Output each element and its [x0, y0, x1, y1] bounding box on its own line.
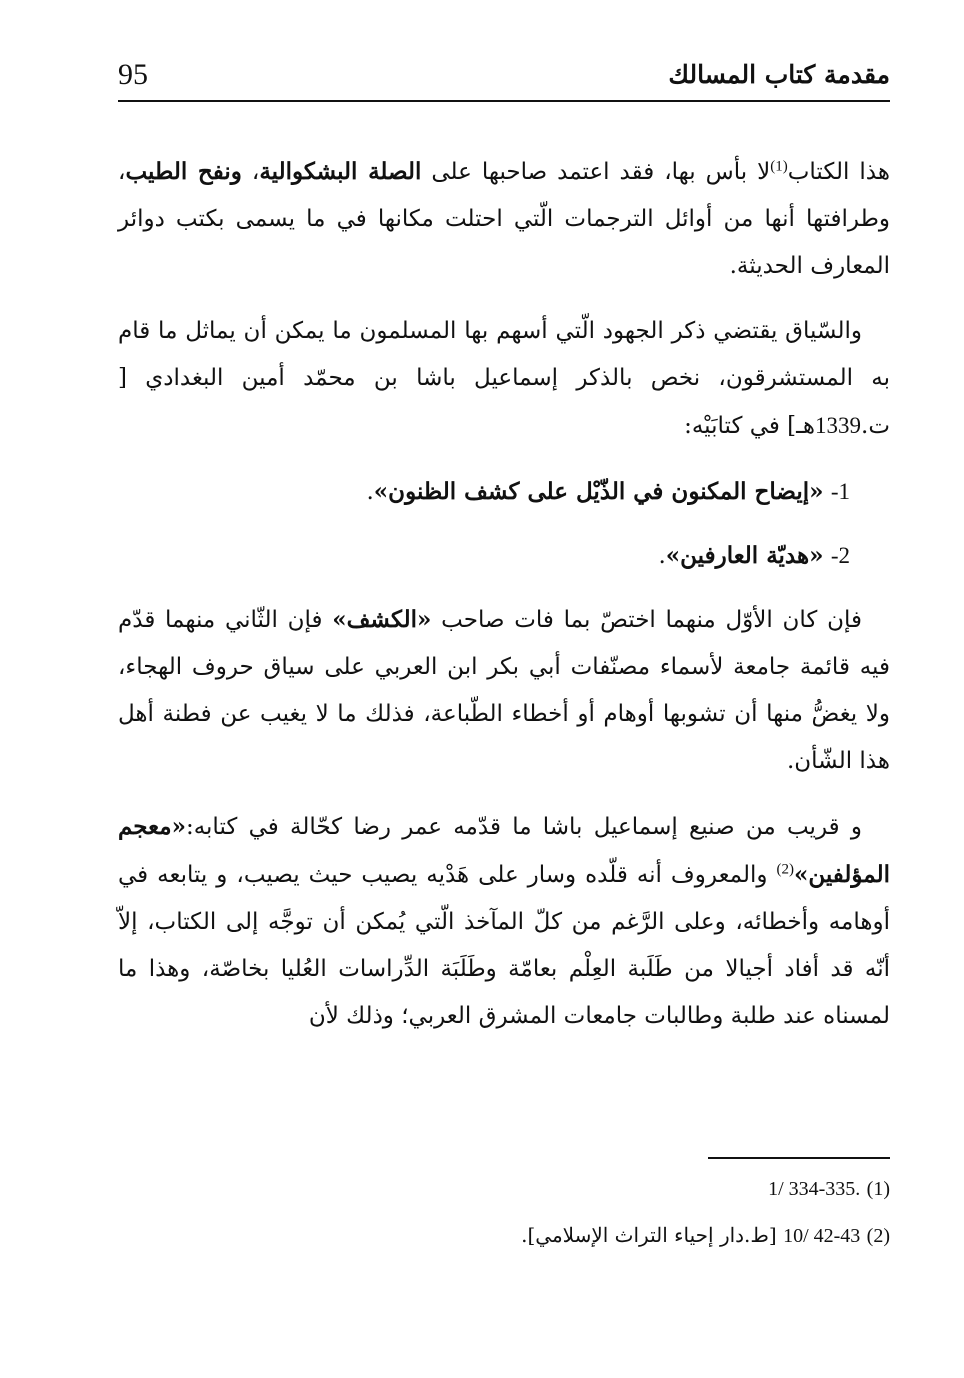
footnote-2: (2) 10/ 42-43 [ط.دار إحياء التراث الإسلامي].	[521, 1223, 890, 1247]
book-title-1: «إيضاح المكنون في الذّيْل على كشف الظنون»	[373, 478, 824, 505]
main-text	[118, 148, 890, 1058]
book-title-2: «هديّة العارفين»	[665, 542, 824, 569]
paragraph-4: و قريب من صنيع إسماعيل باشا ما قدّمه عمر رضا كحّالة في كتابه:«معجم المؤلفين»$^{(2)}$ والمعروف أنه قلّده وسار على هَدْيه يصيب حيث يصيب، و يتابعه في أوهامه وأخطائه، وعلى الرَّغم من كلّ المآخذ الّتي يُمكن أن توجَّه إلى الكتاب، إلاّ أنّه قد أفاد أجيالا من طَلَبة العِلْم بعامّة وطَلَبَة الدِّراسات العُليا بخاصّة، وهذا ما لمسناه عند طلبة وطالبات جامعات المشرق العربي؛ وذلك لأن	[118, 813, 890, 1029]
bold-term-nafh: ونفح الطيب	[125, 158, 242, 185]
death-year: 1339	[815, 413, 862, 438]
paragraph-1: هذا الكتاب$^{(1)}$لا بأس بها، فقد اعتمد صاحبها على الصلة البشكوالية، ونفح الطيب، وطرافتها أنها من أوائل الترجمات الّتي احتلت مكانها في ما يسمى بكتب دوائر المعارف الحديثة.	[118, 158, 891, 279]
bold-term-kashf: «الكشف»	[332, 606, 432, 633]
footnote-ref-2: (2)	[776, 861, 794, 878]
page-number: 95	[118, 58, 148, 91]
footnotes	[118, 1168, 890, 1262]
page-header	[118, 52, 890, 96]
header-divider	[118, 100, 890, 102]
footnote-ref-1: (1)	[770, 158, 788, 175]
paragraph-2: والسّياق يقتضي ذكر الجهود الّتي أسهم بها المسلمون ما يمكن أن يماثل ما قام به المستشرقون، نخص بالذكر إسماعيل باشا بن محمّد أمين البغدادي [ ت.1339هـ] في كتابَيْه:	[118, 318, 890, 439]
running-title: مقدمة كتاب المسالك	[668, 60, 890, 89]
bold-term-sila: الصلة البشكوالية	[259, 158, 422, 185]
list-item-2: 2- «هديّة العارفين».	[658, 542, 850, 569]
list-item-1: 1- «إيضاح المكنون في الذّيْل على كشف الظنون».	[366, 478, 850, 505]
bold-term-mujam: «معجم المؤلفين»	[118, 813, 890, 888]
footnote-divider	[708, 1157, 890, 1159]
footnote-1: (1) 1/ 334-335.	[768, 1178, 890, 1200]
paragraph-3: فإن كان الأوّل منهما اختصّ بما فات صاحب «الكشف» فإن الثّاني منهما قدّم فيه قائمة جامعة لأسماء مصنّفات أبي بكر ابن العربي على سياق حروف الهجاء، ولا يغضُّ منها أن تشوبها أوهام أو أخطاء الطّباعة، فذلك ما لا يغيب عن فطنة أهل هذا الشّأن.	[118, 606, 890, 774]
